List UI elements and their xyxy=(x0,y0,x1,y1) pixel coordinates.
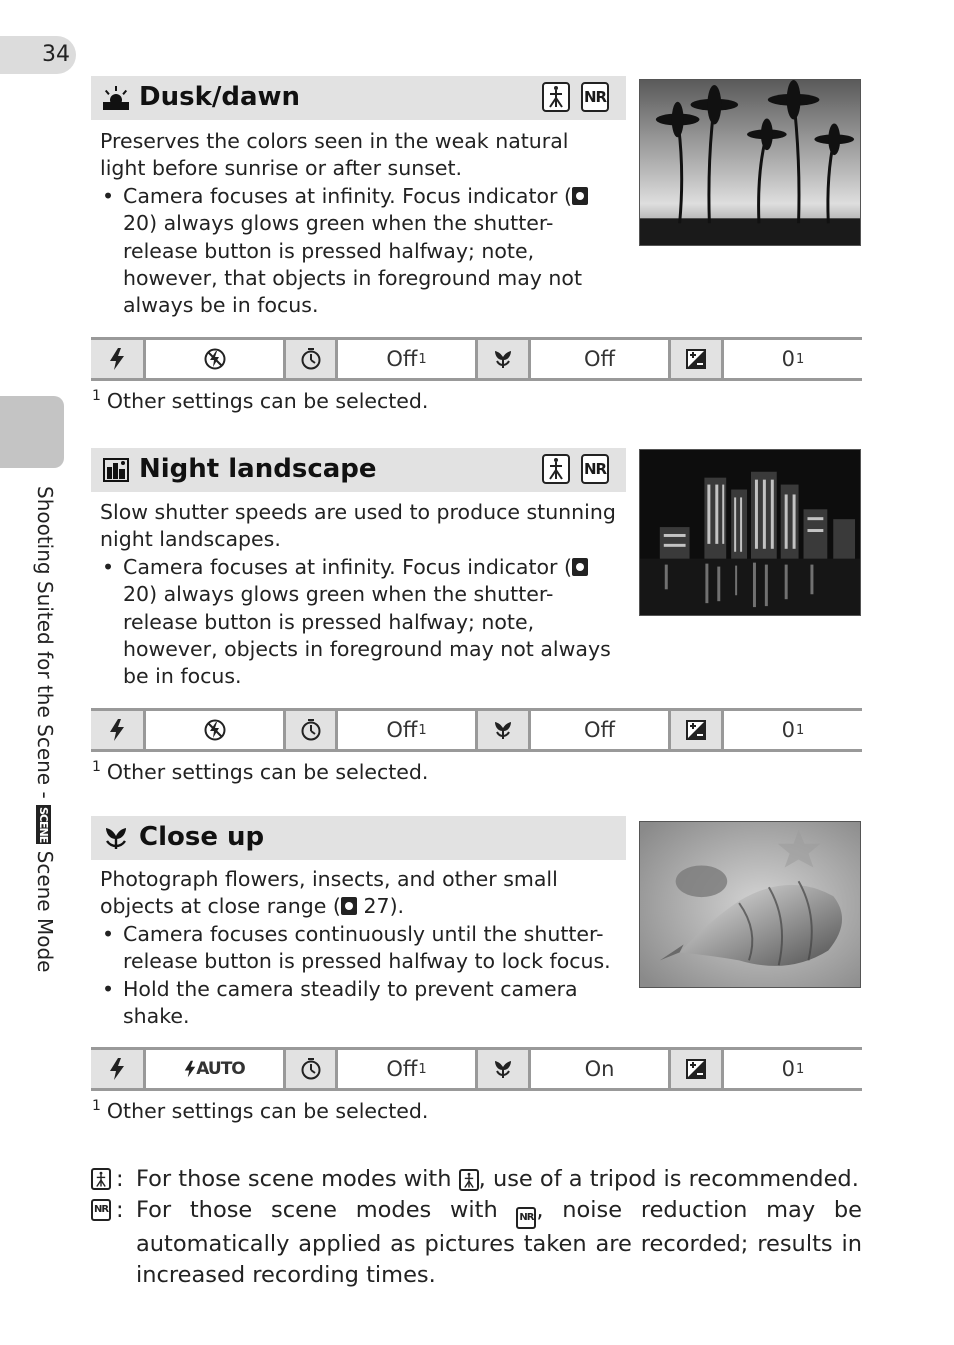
self-timer-value xyxy=(335,1050,475,1088)
footnote-number: 1 xyxy=(92,388,101,404)
footnote-text: Other settings can be selected. xyxy=(106,1099,429,1123)
self-timer-icon xyxy=(283,711,335,749)
flash-off-icon xyxy=(143,340,283,378)
section-intro: Slow shutter speeds are used to produce stunning night landscapes. xyxy=(100,500,616,552)
legend-text: For those scene modes with xyxy=(136,1166,459,1192)
chapter-side-label xyxy=(33,486,57,972)
footnote-text: Other settings can be selected. xyxy=(106,389,429,413)
page-reference: 27 xyxy=(363,894,390,919)
page-number: 34 xyxy=(42,42,70,67)
icon-legend xyxy=(91,1164,862,1291)
flash-auto-label: AUTO xyxy=(196,1059,245,1079)
night-landscape-icon xyxy=(103,458,129,482)
exposure-text: 0 xyxy=(781,1057,796,1081)
bullet-item xyxy=(100,183,620,320)
self-timer-text: Off xyxy=(386,1057,418,1081)
section-intro xyxy=(100,866,620,921)
tripod-icon xyxy=(542,454,570,484)
nr-icon: NR xyxy=(91,1199,111,1221)
close-up-icon xyxy=(103,826,129,850)
chapter-label-post: Scene Mode xyxy=(33,844,57,973)
exposure-compensation-icon xyxy=(668,711,721,749)
section-body-close-up xyxy=(100,866,620,1030)
nr-icon: NR xyxy=(516,1207,536,1229)
macro-value: Off xyxy=(528,711,668,749)
self-timer-icon xyxy=(283,1050,335,1088)
footnote-number: 1 xyxy=(92,1098,101,1114)
footnote-marker: 1 xyxy=(796,351,805,367)
close-up-photo xyxy=(639,821,861,988)
footnote-marker: 1 xyxy=(418,351,427,367)
footnote-marker: 1 xyxy=(796,722,805,738)
self-timer-text: Off xyxy=(386,347,418,371)
page-reference-icon xyxy=(572,558,588,576)
footnote-marker: 1 xyxy=(418,1061,427,1077)
nr-icon: NR xyxy=(581,454,609,484)
page-reference: 20 xyxy=(123,582,150,607)
chapter-tab xyxy=(0,396,64,468)
macro-value: Off xyxy=(528,340,668,378)
self-timer-text: Off xyxy=(386,718,418,742)
macro-icon xyxy=(475,711,528,749)
section-header-close-up xyxy=(91,816,626,860)
section-body-dusk-dawn xyxy=(100,128,620,320)
exposure-value xyxy=(721,340,862,378)
bullet-text: ) always glows green when the shutter-release button is pressed halfway; note, however, objects in foreground may not always be in focus. xyxy=(123,582,611,689)
self-timer-value xyxy=(335,711,475,749)
flash-auto-icon xyxy=(143,1050,283,1088)
exposure-compensation-icon xyxy=(668,340,721,378)
exposure-text: 0 xyxy=(781,718,796,742)
exposure-value xyxy=(721,711,862,749)
footnote-marker: 1 xyxy=(796,1061,805,1077)
bullet-item: • Camera focuses continuously until the shutter-release button is pressed halfway to lock focus. xyxy=(100,921,620,976)
legend-nr xyxy=(91,1195,862,1291)
legend-tripod xyxy=(91,1164,862,1195)
legend-colon: : xyxy=(116,1166,124,1192)
section-title: Close up xyxy=(139,822,265,852)
flash-off-icon xyxy=(143,711,283,749)
footnote xyxy=(92,388,428,413)
legend-text: , use of a tripod is recommended. xyxy=(478,1166,859,1192)
nr-icon: NR xyxy=(581,82,609,112)
section-intro: Preserves the colors seen in the weak natural light before sunrise or after sunset. xyxy=(100,129,569,181)
settings-row-dusk-dawn xyxy=(91,337,862,381)
intro-text: ). xyxy=(389,894,405,919)
legend-colon: : xyxy=(116,1197,124,1223)
section-title: Night landscape xyxy=(139,454,377,484)
page-reference: 20 xyxy=(123,211,150,236)
exposure-text: 0 xyxy=(781,347,796,371)
footnote xyxy=(92,1098,428,1123)
section-body-night-landscape xyxy=(100,499,620,691)
intro-text: Photograph flowers, insects, and other small objects at close range ( xyxy=(100,867,558,919)
flash-icon xyxy=(91,1050,143,1088)
page-reference-icon xyxy=(572,187,588,205)
flash-icon xyxy=(91,711,143,749)
legend-text: For those scene modes with xyxy=(136,1197,517,1223)
exposure-value xyxy=(721,1050,862,1088)
legend-text: , noise reduction may be automatically applied as pictures taken are recorded; results in increased recording times. xyxy=(136,1197,862,1288)
chapter-label-pre: Shooting Suited for the Scene - xyxy=(33,486,57,806)
macro-icon xyxy=(475,340,528,378)
settings-row-night-landscape xyxy=(91,708,862,752)
bullet-text: Camera focuses at infinity. Focus indicator ( xyxy=(123,183,572,208)
settings-row-close-up xyxy=(91,1047,862,1091)
flash-icon xyxy=(91,340,143,378)
night-landscape-photo xyxy=(639,449,861,616)
page-reference-icon xyxy=(341,897,357,915)
bullet-item xyxy=(100,554,620,691)
exposure-compensation-icon xyxy=(668,1050,721,1088)
section-header-dusk-dawn xyxy=(91,76,626,120)
self-timer-value xyxy=(335,340,475,378)
tripod-icon xyxy=(542,82,570,112)
scene-icon: SCENE xyxy=(37,807,50,843)
bullet-text: ) always glows green when the shutter-release button is pressed halfway; note, however, that objects in foreground may not always be in focus. xyxy=(123,211,582,318)
macro-value: On xyxy=(528,1050,668,1088)
dusk-dawn-photo xyxy=(639,79,861,246)
bullet-text: Camera focuses at infinity. Focus indicator ( xyxy=(123,554,572,579)
section-title: Dusk/dawn xyxy=(139,82,301,112)
tripod-icon xyxy=(91,1168,111,1190)
footnote-text: Other settings can be selected. xyxy=(106,760,429,784)
tripod-icon xyxy=(459,1169,479,1191)
footnote-marker: 1 xyxy=(418,722,427,738)
section-header-night-landscape xyxy=(91,448,626,492)
dusk-dawn-icon xyxy=(103,86,129,110)
footnote-number: 1 xyxy=(92,759,101,775)
bullet-item: • Hold the camera steadily to prevent camera shake. xyxy=(100,976,620,1031)
footnote xyxy=(92,759,428,784)
self-timer-icon xyxy=(283,340,335,378)
macro-icon xyxy=(475,1050,528,1088)
